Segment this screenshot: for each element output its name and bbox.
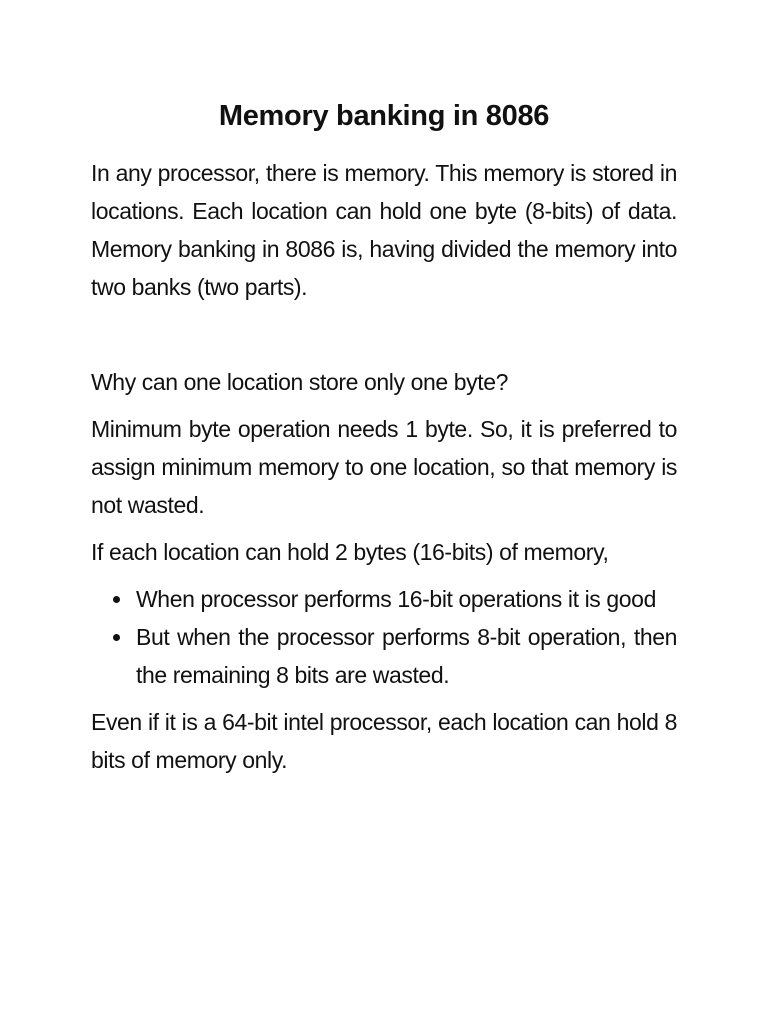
list-item-text: But when the processor performs 8-bit operation, then the remaining 8 bits are wasted. <box>136 624 677 688</box>
page-title: Memory banking in 8086 <box>218 100 550 132</box>
conclusion-paragraph: Even if it is a 64-bit intel processor, each location can hold 8 bits of memory only. <box>91 709 677 773</box>
intro-paragraph: In any processor, there is memory. This memory is stored in locations. Each location can hold one byte (8-bits) of data. Memory banking in 8086 is, having divided the memory into two banks (two parts). <box>91 160 677 300</box>
list-item <box>91 618 677 694</box>
document-page <box>91 96 677 779</box>
bullet-list <box>91 580 677 694</box>
minimum-paragraph: Minimum byte operation needs 1 byte. So, it is preferred to assign minimum memory to one location, so that memory is not wasted. <box>91 416 677 518</box>
list-item-text: When processor performs 16-bit operations it is good <box>136 586 656 612</box>
question-paragraph: Why can one location store only one byte? <box>91 369 509 395</box>
list-item <box>91 580 677 618</box>
two-bytes-paragraph: If each location can hold 2 bytes (16-bits) of memory, <box>91 539 609 565</box>
bullet-dot-icon <box>113 634 120 641</box>
bullet-dot-icon <box>113 596 120 603</box>
